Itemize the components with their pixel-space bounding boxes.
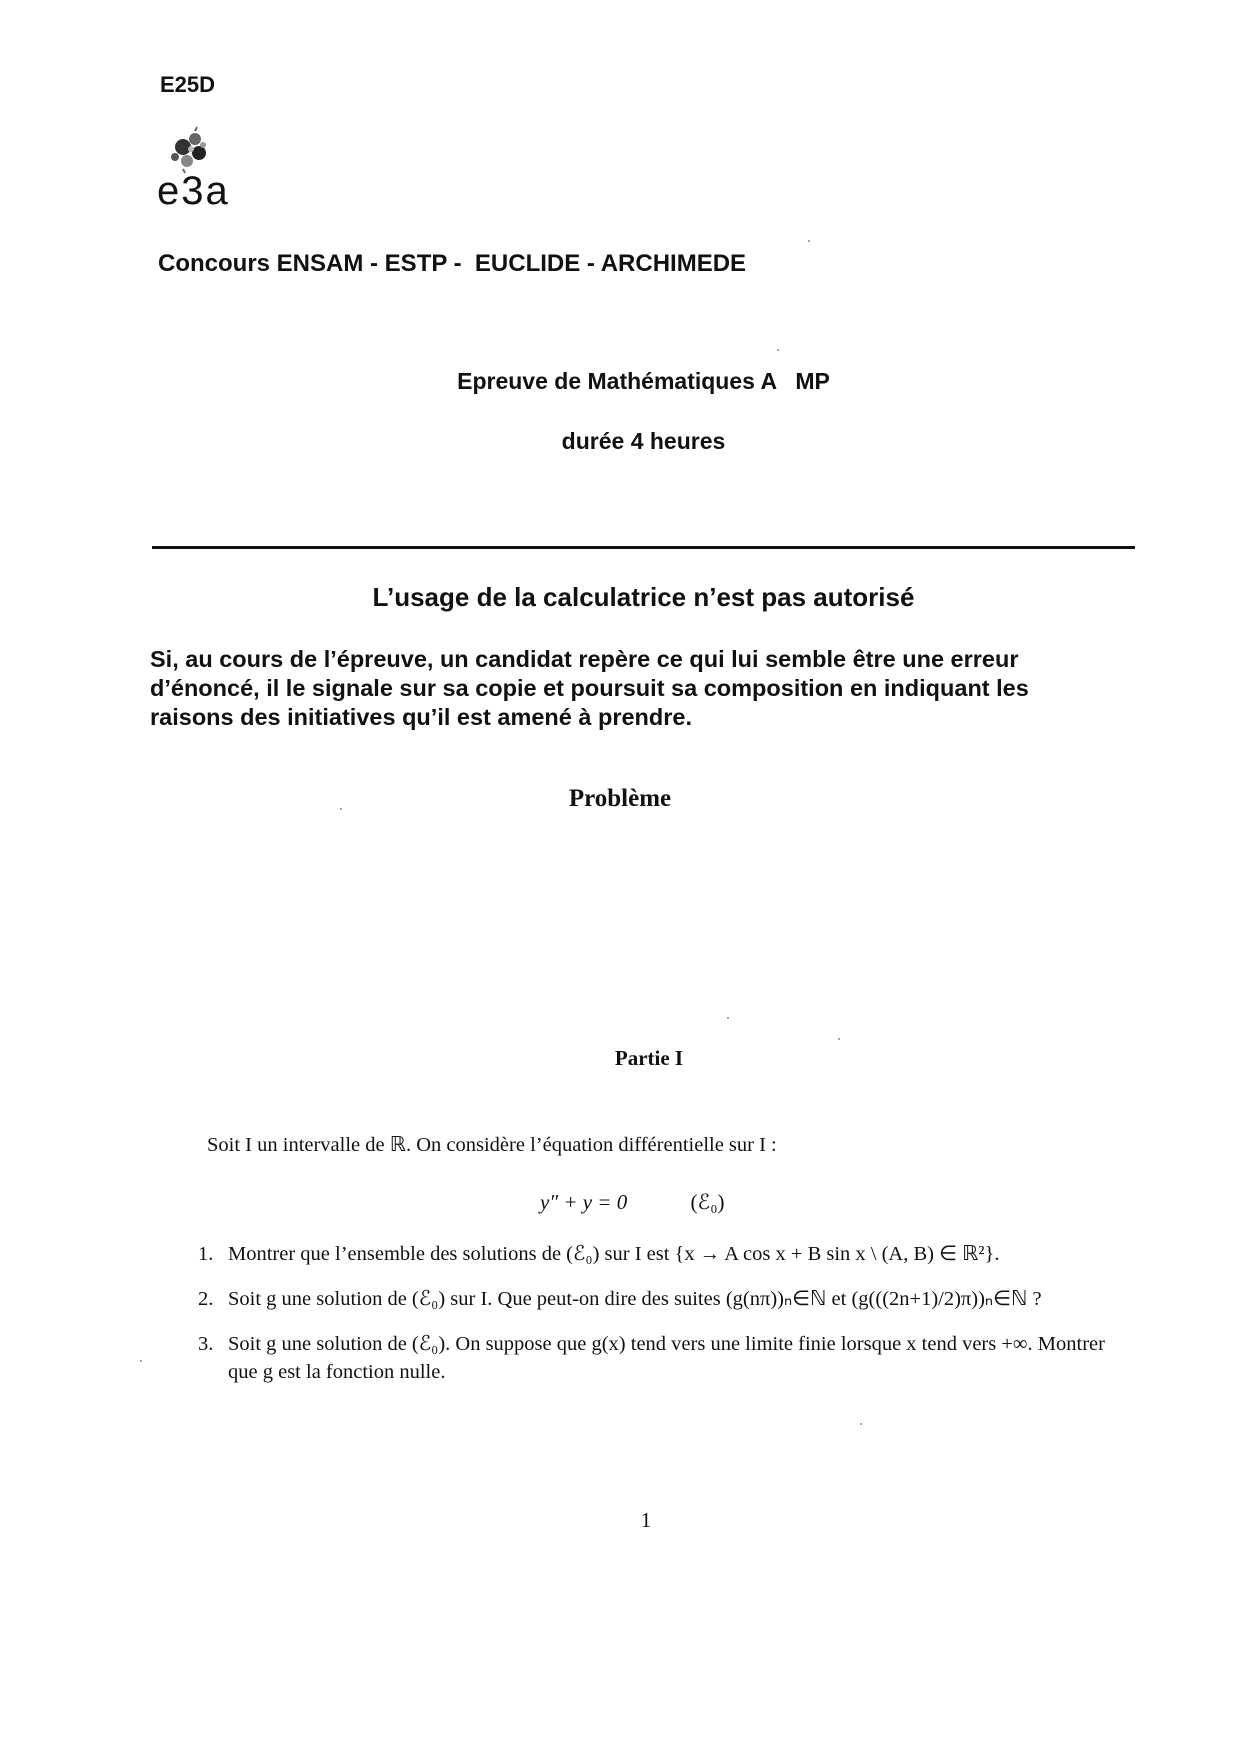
question-item	[198, 1240, 1128, 1268]
differential-equation	[540, 1190, 725, 1215]
error-notice: Si, au cours de l’épreuve, un candidat repère ce qui lui semble être une erreur d’énoncé, il le signale sur sa copie et poursuit sa composition en indiquant les raisons des initiatives qu’il est amené à prendre.	[150, 646, 1029, 730]
question-list	[198, 1240, 1128, 1403]
question-item	[198, 1330, 1128, 1386]
duree-text: durée 4 heures	[561, 428, 726, 454]
exam-code: E25D	[160, 72, 216, 97]
scan-speck	[140, 1360, 142, 1362]
scan-speck	[727, 1017, 729, 1019]
concours-title: Concours ENSAM - ESTP - EUCLIDE - ARCHIMEDE	[158, 250, 747, 277]
problem-title: Problème	[568, 785, 672, 812]
intro-text: Soit I un intervalle de ℝ. On considère l’équation différentielle sur I :	[207, 1134, 777, 1156]
epreuve-title: Epreuve de Mathématiques A MP	[457, 368, 830, 394]
question-number: 2.	[198, 1288, 214, 1310]
question-text: Soit g une solution de (ℰ₀). On suppose que g(x) tend vers une limite finie lorsque x tend vers +∞. Montrer que g est la fonction nulle.	[228, 1333, 1105, 1383]
part-title: Partie I	[614, 1046, 684, 1070]
question-text: Montrer que l’ensemble des solutions de (ℰ₀) sur I est {x → A cos x + B sin x \ (A, B) ∈ ℝ²}.	[228, 1243, 1000, 1265]
logo-text: e3a	[157, 169, 230, 213]
question-text: Soit g une solution de (ℰ₀) sur I. Que peut-on dire des suites (g(nπ))ₙ∈ℕ et (g(((2n+1)/2)π))ₙ∈ℕ ?	[228, 1288, 1042, 1310]
question-item	[198, 1285, 1128, 1313]
horizontal-rule	[152, 546, 1135, 549]
question-number: 1.	[198, 1243, 214, 1265]
equation-label: (ℰ₀)	[690, 1190, 725, 1214]
e3a-logo	[155, 125, 275, 225]
scan-speck	[777, 349, 779, 351]
scan-speck	[860, 1423, 862, 1425]
page-number: 1	[640, 1508, 652, 1532]
scan-speck	[808, 240, 810, 242]
calculator-notice: L’usage de la calculatrice n’est pas autorisé	[372, 582, 915, 612]
scan-speck	[838, 1038, 840, 1040]
question-number: 3.	[198, 1333, 214, 1355]
scan-speck	[340, 808, 342, 810]
equation-expression: y″ + y = 0	[540, 1190, 628, 1214]
